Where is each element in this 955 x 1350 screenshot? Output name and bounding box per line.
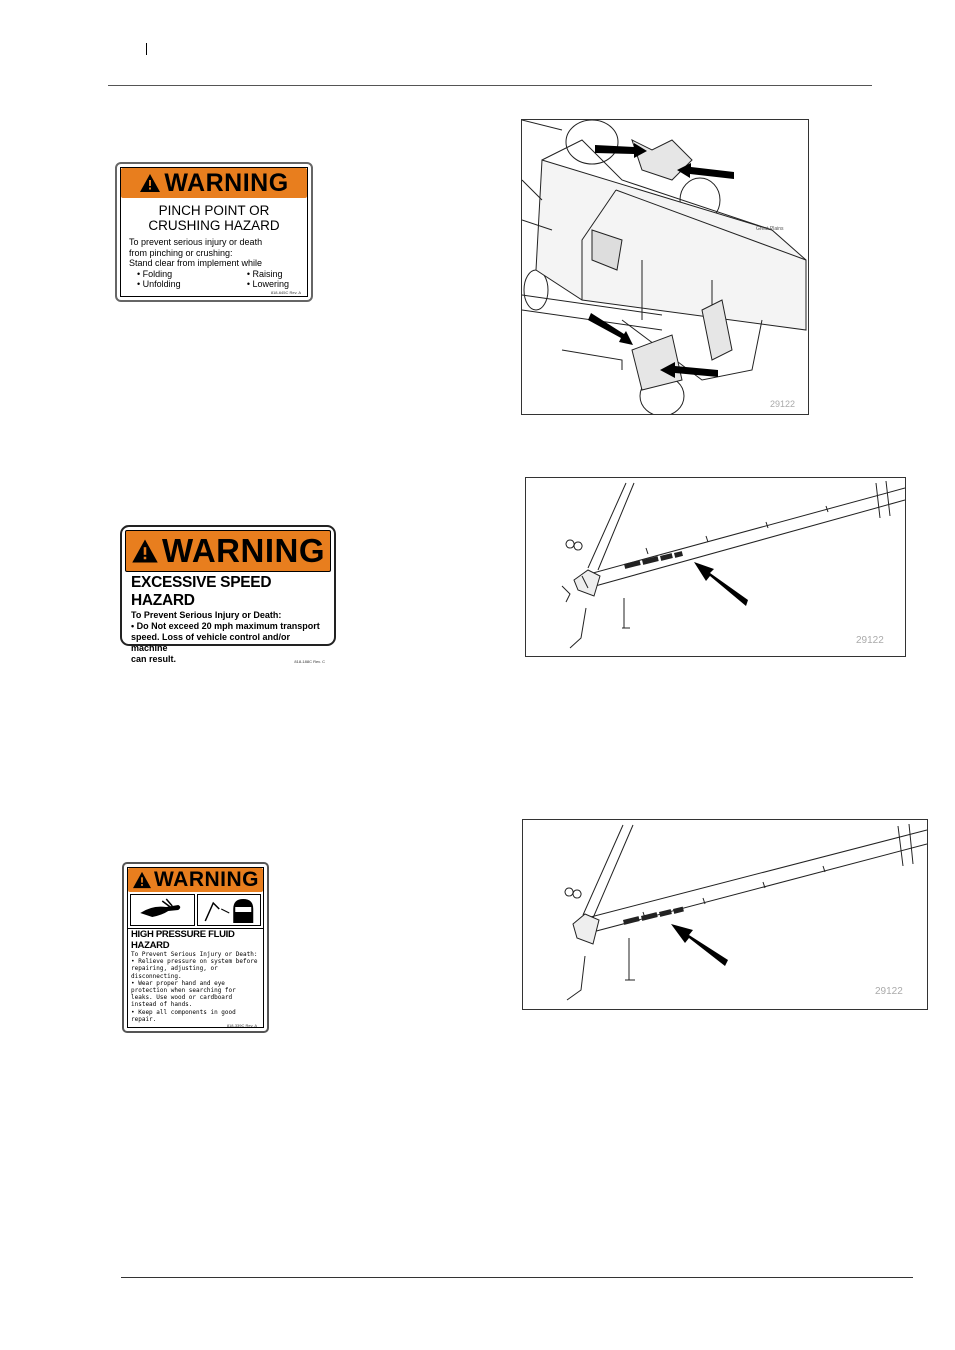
diagonal-bar [588,483,634,570]
callout-arrow [588,313,633,345]
figure-number: 29122 [875,986,903,997]
callout-arrow [671,924,728,966]
wheel-shape [566,120,618,164]
warning-triangle-icon [132,871,152,889]
pinch-point-decal [115,162,313,302]
warning-header [128,868,263,892]
part-number: 818-645C Rev. A [270,289,301,295]
instruction-line: • Do Not exceed 20 mph maximum transport [131,621,320,631]
decal-strip [623,907,684,925]
tongue-illustration [526,478,905,656]
hazard-instructions [128,951,263,1023]
hazard-title-line: CRUSHING HAZARD [148,218,280,233]
instruction-subtitle: To Prevent Serious Injury or Death: [131,951,258,958]
footer-rule [121,1277,913,1278]
header-rule [108,85,872,86]
instruction-subtitle: To Prevent Serious Injury or Death: [131,610,282,620]
decal-border [127,867,264,1028]
figure-tongue-speed-decal [525,477,906,657]
brand-text: Great Plains [756,226,784,232]
figure-number: 29122 [770,399,796,409]
hazard-pictograms [128,892,263,928]
instruction-line: can result. [131,654,177,664]
instruction-bullet: • Wear proper hand and eye protection when searching for leaks. Use wood or cardboard instead of hands. [131,979,236,1009]
excessive-speed-decal [120,525,336,664]
header-marker [146,43,147,55]
eye-protection-pictogram-icon [197,894,262,926]
part-number: 818-188C Rev. C [294,659,325,664]
warning-triangle-icon [139,173,161,193]
warning-header [125,530,331,572]
instruction-line: from pinching or crushing: [129,247,233,258]
signal-word: WARNING [164,168,289,197]
decal-strip [624,551,683,569]
warning-triangle-icon [131,538,159,564]
decal-border [120,167,308,297]
action-list [121,269,307,290]
figure-number: 29122 [856,635,884,646]
instruction-line: To prevent serious injury or death [129,237,263,247]
drill-illustration [522,120,808,414]
instruction-line: speed. Loss of vehicle control and/or machine [131,632,291,653]
signal-word: WARNING [154,868,259,891]
high-pressure-fluid-decal [122,862,269,1033]
figure-drill-decal-locations [521,119,809,415]
tongue-illustration [523,820,927,1009]
warning-header [121,168,307,198]
diagonal-bar [583,825,633,918]
figure-tongue-fluid-decal [522,819,928,1010]
action-item: • Unfolding [137,279,181,289]
action-item: • Lowering [246,279,289,289]
hand-injection-pictogram-icon [130,894,195,926]
action-item: • Raising [246,268,283,279]
hazard-title-line: PINCH POINT OR [158,203,270,218]
signal-word: WARNING [162,532,325,569]
callout-arrow [694,562,748,606]
hazard-instructions [125,610,331,665]
action-item: • Folding [137,268,173,279]
hazard-instructions [121,233,307,269]
hazard-title [121,203,307,233]
instruction-bullet: • Relieve pressure on system before repairing, adjusting, or disconnecting. [131,958,258,980]
instruction-line: Stand clear from implement while [129,258,263,268]
part-number: 818-339C Rev. A [226,1023,257,1029]
instruction-bullet: • Keep all components in good repair. [131,1008,236,1023]
hazard-title: EXCESSIVE SPEED HAZARD [131,574,272,609]
hazard-title: HIGH PRESSURE FLUID HAZARD [128,928,263,951]
